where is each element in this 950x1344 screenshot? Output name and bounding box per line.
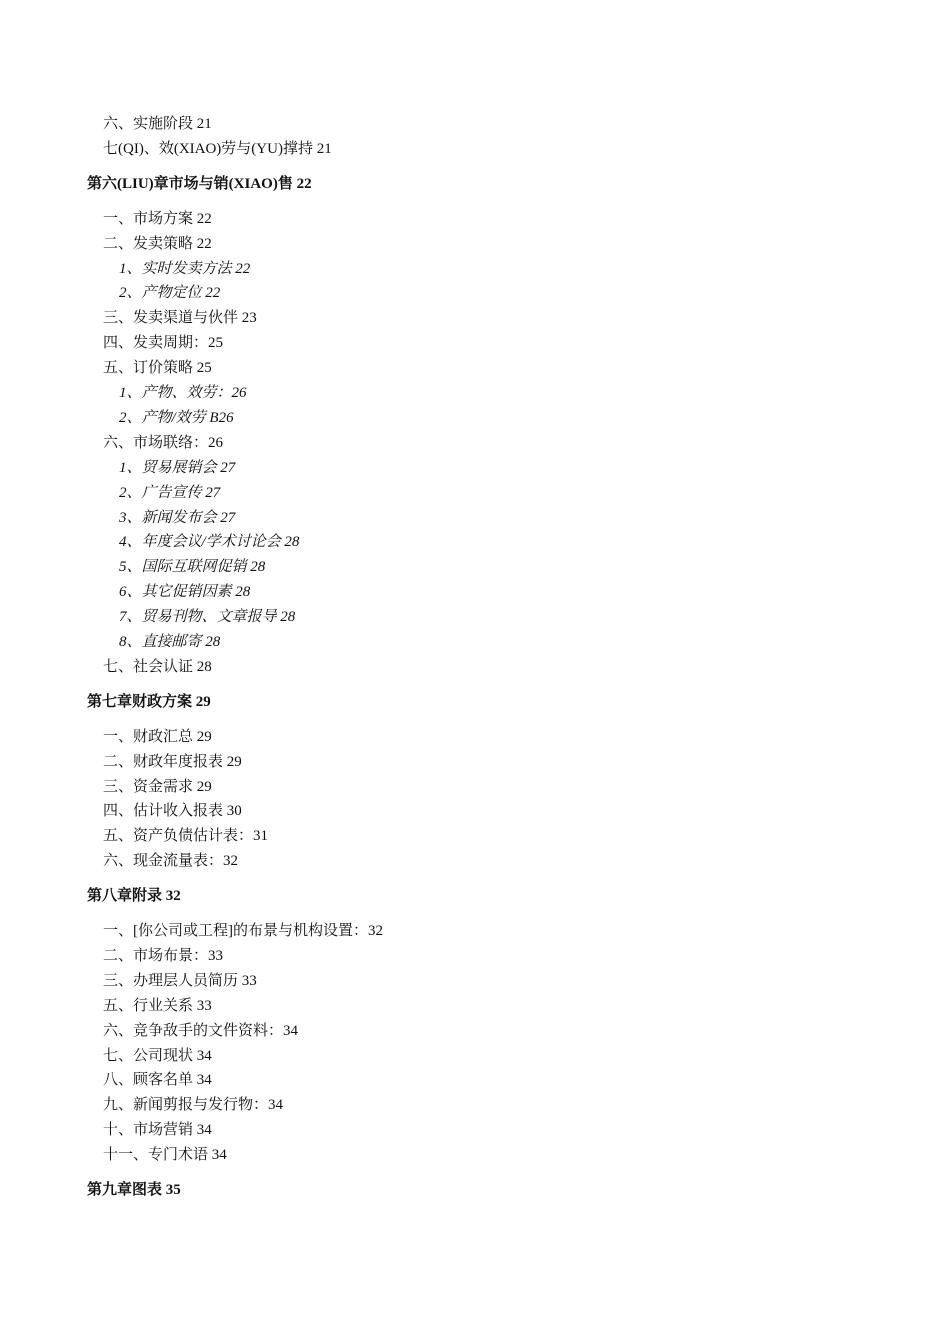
toc-section-item: 三、办理层人员简历 33	[103, 972, 257, 989]
toc-subsection-item: 8、直接邮寄 28	[119, 634, 221, 650]
toc-section-item: 二、市场布景：33	[103, 947, 224, 964]
toc-section-item: 二、财政年度报表 29	[103, 753, 242, 770]
toc-chapter-heading: 第七章财政方案 29	[87, 693, 211, 710]
toc-section-item: 三、资金需求 29	[103, 778, 212, 795]
toc-section-item: 七、社会认证 28	[103, 658, 212, 675]
toc-section-item: 七、公司现状 34	[103, 1047, 212, 1064]
toc-subsection-item: 2、产物定位 22	[119, 285, 221, 302]
toc-section-item: 八、顾客名单 34	[103, 1072, 212, 1089]
toc-subsection-item: 7、贸易刊物、文章报导 28	[119, 609, 296, 626]
toc-subsection-item: 1、实时发卖方法 22	[119, 260, 251, 277]
toc-section-item: 一、[你公司或工程]的布景与机构设置：32	[103, 923, 383, 939]
toc-section-item: 四、估计收入报表 30	[103, 803, 242, 820]
toc-section-item: 十一、专门术语 34	[103, 1147, 227, 1164]
toc-subsection-item: 5、国际互联网促销 28	[119, 559, 266, 576]
toc-section-item: 五、订价策略 25	[103, 360, 212, 377]
toc-section-item: 六、竞争敌手的文件资料：34	[103, 1022, 299, 1039]
toc-subsection-item: 4、年度会议/学术讨论会 28	[119, 534, 300, 551]
toc-section-item: 二、发卖策略 22	[103, 235, 212, 252]
toc-section-item: 九、新闻剪报与发行物：34	[103, 1097, 284, 1114]
toc-section-item: 十、市场营销 34	[103, 1122, 212, 1139]
toc-section-item: 六、市场联络：26	[103, 434, 224, 451]
toc-chapter-heading: 第八章附录 32	[87, 888, 181, 905]
toc-subsection-item: 1、贸易展销会 27	[119, 459, 236, 476]
toc-section-item: 三、发卖渠道与伙伴 23	[103, 310, 257, 327]
toc-section-item: 一、市场方案 22	[103, 210, 212, 227]
toc-section-item: 四、发卖周期：25	[103, 335, 224, 352]
toc-subsection-item: 2、产物/效劳 B26	[119, 409, 234, 426]
toc-section-item: 五、行业关系 33	[103, 997, 212, 1014]
toc-chapter-heading: 第九章图表 35	[87, 1182, 181, 1198]
toc-subsection-item: 1、产物、效劳：26	[119, 385, 247, 401]
toc-section-item: 七(QI)、效(XIAO)劳与(YU)撑持 21	[103, 140, 332, 157]
toc-section-item: 六、现金流量表：32	[103, 853, 239, 870]
toc-subsection-item: 3、新闻发布会 27	[119, 509, 236, 526]
toc-section-item: 五、资产负债估计表：31	[103, 828, 269, 845]
toc-subsection-item: 6、其它促销因素 28	[119, 584, 251, 601]
toc-chapter-heading: 第六(LIU)章市场与销(XIAO)售 22	[87, 175, 312, 192]
toc-section-item: 一、财政汇总 29	[103, 728, 212, 745]
toc-section-item: 六、实施阶段 21	[103, 116, 212, 132]
toc-subsection-item: 2、广告宣传 27	[119, 484, 221, 501]
